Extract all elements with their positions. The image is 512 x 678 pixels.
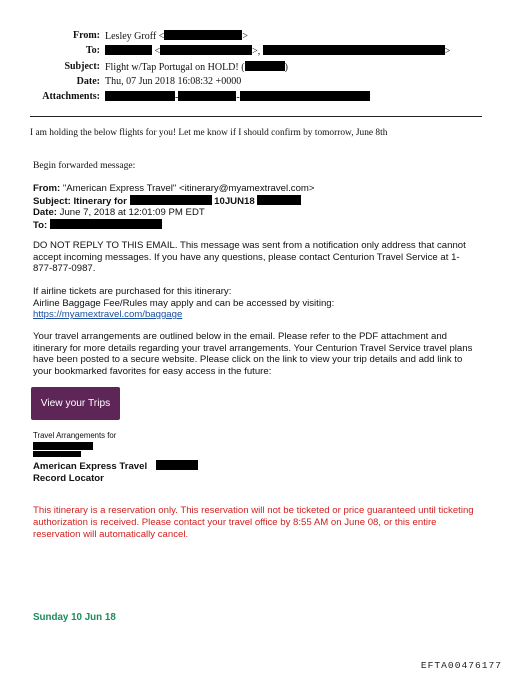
header-to-sep: >, — [252, 46, 261, 57]
header-from-row — [105, 30, 248, 44]
itinerary-date-heading: Sunday 10 Jun 18 — [33, 612, 116, 623]
airline-line-2: Airline Baggage Fee/Rules may apply and can be accessed by visiting: — [33, 297, 335, 309]
redaction — [257, 195, 301, 205]
redaction — [245, 61, 285, 71]
amex-line-2: Record Locator — [33, 473, 104, 484]
fwd-from-row — [33, 183, 315, 194]
traveler-name-redaction — [33, 442, 93, 457]
fwd-to-row — [33, 219, 162, 231]
arrangements-paragraph: Your travel arrangements are outlined below in the email. Please refer to the PDF attachment and itinerary for more details regarding your travel arrangements. Your Centurion Travel Service travel plans have been posted to a secure website. Please click on the link to view your trip details and add link to your bookmarked favorites for easy access in the future: — [33, 331, 473, 377]
baggage-link[interactable]: https://myamextravel.com/baggage — [33, 309, 183, 321]
redaction — [160, 45, 252, 55]
redaction — [50, 219, 162, 229]
record-locator-block — [33, 460, 198, 485]
header-attachments-row — [105, 91, 370, 105]
header-subject-label: Subject: — [64, 61, 100, 72]
header-from-label-row — [0, 30, 100, 44]
fwd-date-value: June 7, 2018 at 12:01:09 PM EDT — [59, 207, 205, 218]
redaction — [105, 91, 175, 101]
begin-forwarded-label: Begin forwarded message: — [33, 160, 136, 171]
fwd-subject-label: Subject: Itinerary for — [33, 196, 127, 207]
header-attachments-label-row — [0, 91, 100, 105]
attach-sep: - — [175, 92, 179, 103]
header-from-label: From: — [72, 30, 100, 41]
header-to-open: < — [154, 46, 161, 57]
redaction — [33, 451, 81, 457]
redaction — [263, 45, 445, 55]
forward-note: I am holding the below flights for you! Let me know if I should confirm by tomorrow, June 8th — [30, 128, 388, 138]
header-subject-label-row — [0, 61, 100, 75]
attach-sep: - — [236, 92, 240, 103]
header-to-label: To: — [85, 45, 100, 56]
header-divider — [30, 116, 482, 117]
header-to-row — [105, 45, 450, 59]
header-from-close: > — [242, 31, 248, 42]
redaction — [156, 460, 198, 470]
airline-paragraph — [33, 286, 473, 321]
document-code: EFTA00476177 — [420, 660, 502, 671]
fwd-date-label: Date: — [33, 207, 57, 218]
fwd-date-row — [33, 207, 205, 218]
redaction — [130, 195, 212, 205]
redaction — [240, 91, 370, 101]
header-to-close: > — [444, 46, 451, 57]
fwd-to-label: To: — [33, 220, 48, 231]
header-subject-close: ) — [284, 62, 288, 73]
airline-line-1: If airline tickets are purchased for this itinerary: — [33, 286, 232, 297]
header-date-value: Thu, 07 Jun 2018 16:08:32 +0000 — [105, 76, 242, 87]
view-trips-button[interactable]: View your Trips — [31, 387, 120, 420]
header-date-row — [105, 76, 241, 90]
redaction — [33, 442, 93, 450]
do-not-reply-paragraph: DO NOT REPLY TO THIS EMAIL. This message was sent from a notification only address that cannot accept incoming messages. If you have any questions, please contact Centurion Travel Service at 1-877-877-0987. — [33, 240, 466, 275]
header-date-label-row — [0, 76, 100, 90]
reservation-notice: This itinerary is a reservation only. This reservation will not be ticketed or price guaranteed until ticketing authorization is received. Please contact your travel office by 8:55 AM on June 08, or this entire reservation will automatically cancel. — [33, 505, 474, 540]
fwd-subject-row — [33, 195, 301, 207]
fwd-subject-code: 10JUN18 — [214, 196, 255, 207]
fwd-from-value: "American Express Travel" <itinerary@myamextravel.com> — [62, 183, 315, 194]
header-subject-row — [105, 61, 288, 75]
redaction — [164, 30, 242, 40]
travel-arrangements-for-label: Travel Arrangements for — [33, 431, 117, 440]
redaction — [178, 91, 236, 101]
redaction — [105, 45, 152, 55]
header-subject-value: Flight w/Tap Portugal on HOLD! ( — [105, 62, 245, 73]
amex-line-1 — [33, 460, 198, 473]
header-from-value: Lesley Groff < — [105, 31, 165, 42]
amex-label: American Express Travel — [33, 461, 148, 472]
header-to-label-row — [0, 45, 100, 59]
fwd-from-label: From: — [33, 183, 61, 194]
header-attachments-label: Attachments: — [42, 91, 100, 102]
header-date-label: Date: — [76, 76, 100, 87]
